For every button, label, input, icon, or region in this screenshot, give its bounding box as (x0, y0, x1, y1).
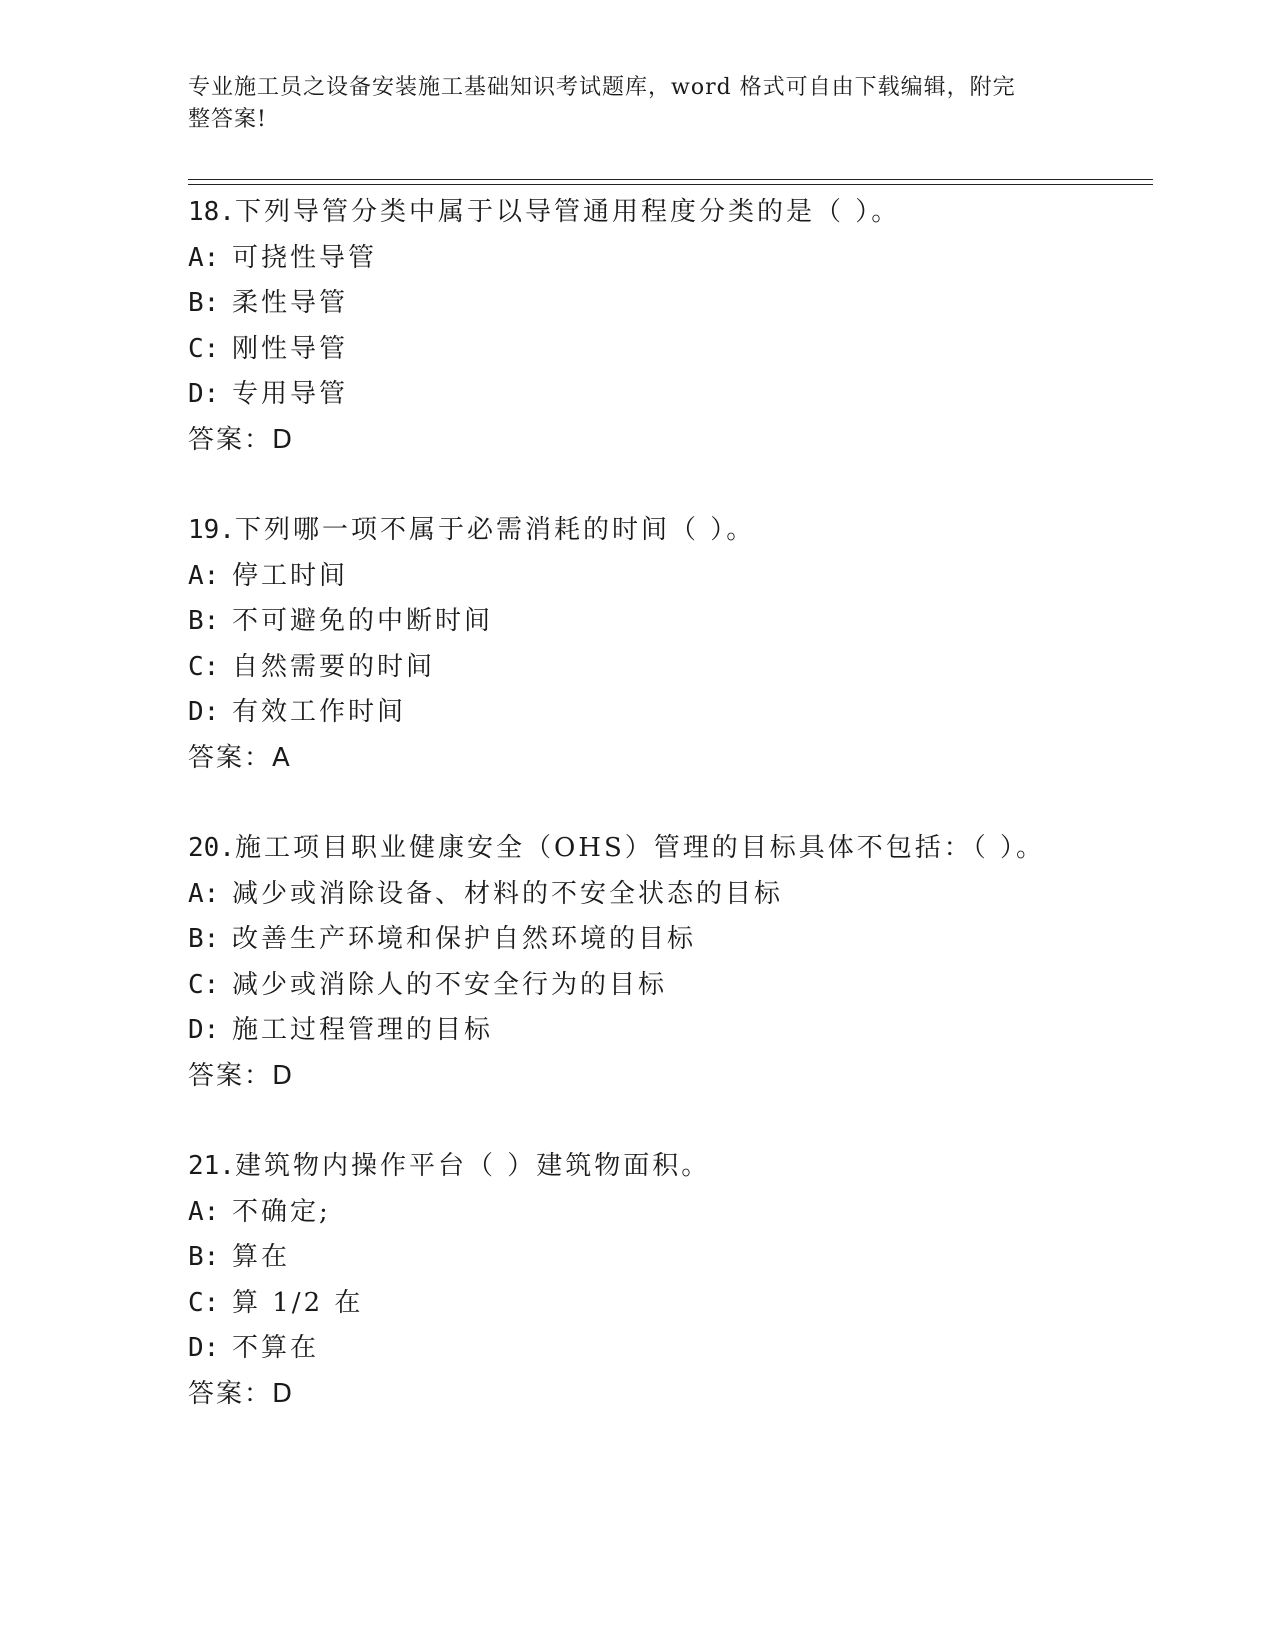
question-number: 20. (188, 833, 235, 863)
option-a (188, 872, 1153, 918)
option-letter: B: (188, 1242, 220, 1272)
option-text: 柔性导管 (232, 288, 349, 318)
question-stem (188, 826, 1153, 872)
option-text: 可挠性导管 (232, 242, 378, 273)
question-gap (188, 1099, 1153, 1144)
option-letter: B: (188, 924, 220, 954)
option-letter: B: (188, 606, 220, 636)
answer-line: 答案：D (188, 1060, 295, 1091)
option-text: 改善生产环境和保护自然环境的目标 (232, 924, 697, 954)
option-letter: D: (188, 697, 220, 727)
question-21 (188, 1144, 1153, 1417)
option-a (188, 236, 1153, 282)
option-a (188, 1190, 1153, 1236)
header-line-1: 专业施工员之设备安装施工基础知识考试题库，word 格式可自由下载编辑，附完 (188, 75, 1016, 100)
question-stem (188, 190, 1153, 236)
option-letter: A: (188, 560, 220, 591)
question-20 (188, 826, 1153, 1099)
question-number: 19. (188, 515, 235, 545)
question-text: 建筑物内操作平台（ ）建筑物面积。 (234, 1151, 711, 1181)
question-stem (188, 508, 1153, 554)
question-list (188, 190, 1153, 1417)
option-text: 减少或消除人的不安全行为的目标 (232, 969, 668, 1000)
option-d (188, 1326, 1153, 1372)
option-letter: C: (188, 333, 220, 364)
option-c (188, 1281, 1153, 1327)
question-gap (188, 781, 1153, 826)
answer-line: 答案：D (188, 1378, 295, 1409)
option-b (188, 281, 1153, 327)
option-d (188, 690, 1153, 736)
question-stem (188, 1144, 1153, 1190)
option-text: 停工时间 (232, 560, 349, 591)
option-text: 不算在 (232, 1333, 320, 1363)
option-text: 刚性导管 (232, 333, 349, 364)
question-text: 施工项目职业健康安全（OHS）管理的目标具体不包括：（ ）。 (234, 833, 1046, 863)
question-19 (188, 508, 1153, 781)
question-number: 21. (188, 1151, 235, 1181)
option-b (188, 1235, 1153, 1281)
option-text: 自然需要的时间 (232, 651, 436, 682)
document-header (188, 72, 1068, 136)
option-c (188, 327, 1153, 373)
question-18 (188, 190, 1153, 463)
option-c (188, 645, 1153, 691)
option-letter: C: (188, 969, 220, 1000)
option-text: 算 1/2 在 (232, 1287, 364, 1318)
option-a (188, 554, 1153, 600)
option-text: 不确定; (232, 1196, 331, 1227)
question-gap (188, 463, 1153, 508)
option-letter: A: (188, 242, 220, 273)
option-d (188, 1008, 1153, 1054)
option-letter: C: (188, 651, 220, 682)
header-double-rule (188, 179, 1153, 185)
option-letter: B: (188, 288, 220, 318)
option-text: 施工过程管理的目标 (232, 1015, 494, 1045)
question-text: 下列哪一项不属于必需消耗的时间（ ）。 (234, 515, 756, 545)
option-text: 有效工作时间 (232, 697, 407, 727)
option-letter: C: (188, 1287, 220, 1318)
option-letter: D: (188, 1015, 220, 1045)
option-letter: A: (188, 878, 220, 909)
option-b (188, 917, 1153, 963)
option-text: 算在 (232, 1242, 291, 1272)
header-line-2: 整答案! (188, 107, 267, 132)
option-text: 不可避免的中断时间 (232, 606, 494, 636)
option-text: 减少或消除设备、材料的不安全状态的目标 (232, 878, 784, 909)
option-letter: A: (188, 1196, 220, 1227)
answer-line: 答案：D (188, 424, 295, 455)
option-text: 专用导管 (232, 379, 349, 409)
option-d (188, 372, 1153, 418)
option-c (188, 963, 1153, 1009)
option-b (188, 599, 1153, 645)
option-letter: D: (188, 379, 220, 409)
answer-line: 答案：A (188, 742, 292, 773)
question-text: 下列导管分类中属于以导管通用程度分类的是（ ）。 (234, 197, 901, 227)
question-number: 18. (188, 197, 235, 227)
option-letter: D: (188, 1333, 220, 1363)
